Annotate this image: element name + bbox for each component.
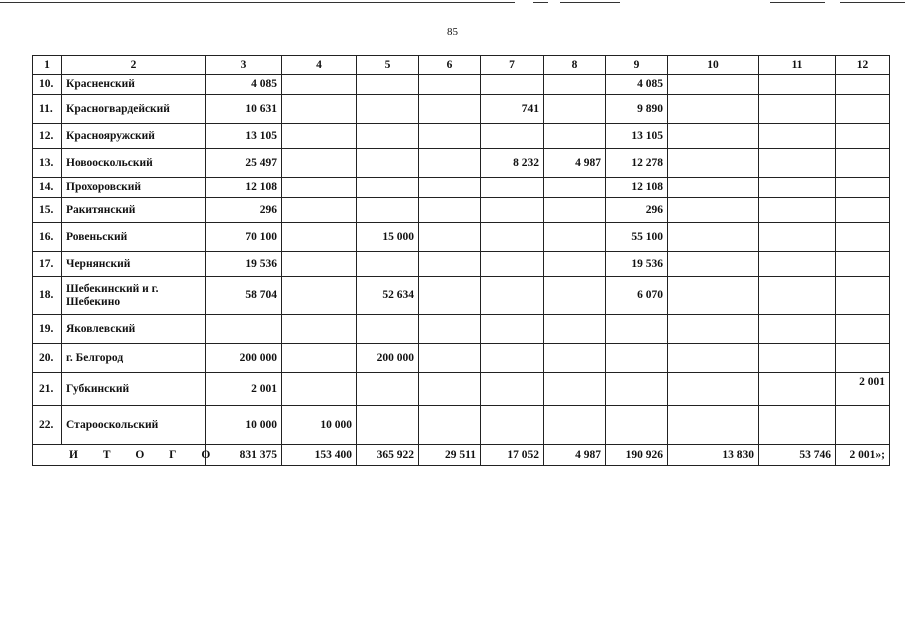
row-number: 14. [33, 178, 62, 198]
row-number: 16. [33, 223, 62, 252]
value-cell [282, 124, 357, 149]
value-cell [544, 178, 606, 198]
value-cell [419, 315, 481, 344]
value-cell: 4 085 [206, 75, 282, 95]
value-cell: 25 497 [206, 149, 282, 178]
value-cell [668, 149, 759, 178]
value-cell: 58 704 [206, 277, 282, 315]
table-header-row [33, 56, 890, 75]
value-cell [357, 95, 419, 124]
value-cell [668, 75, 759, 95]
table-row [33, 198, 890, 223]
value-cell [836, 95, 890, 124]
value-cell [759, 178, 836, 198]
table-row [33, 344, 890, 373]
value-cell [759, 373, 836, 406]
top-rule [770, 2, 825, 3]
value-cell [668, 223, 759, 252]
district-name: Шебекинский и г. Шебекино [62, 277, 206, 315]
value-cell: 200 000 [357, 344, 419, 373]
value-cell [282, 344, 357, 373]
value-cell [419, 198, 481, 223]
value-cell [419, 373, 481, 406]
value-cell: 10 000 [282, 406, 357, 445]
column-header: 10 [668, 56, 759, 75]
value-cell [357, 198, 419, 223]
value-cell: 19 536 [606, 252, 668, 277]
value-cell: 52 634 [357, 277, 419, 315]
table-row [33, 373, 890, 406]
value-cell: 6 070 [606, 277, 668, 315]
value-cell [544, 75, 606, 95]
value-cell [481, 373, 544, 406]
value-cell [759, 252, 836, 277]
row-number: 11. [33, 95, 62, 124]
table-row [33, 178, 890, 198]
value-cell [668, 178, 759, 198]
value-cell [357, 373, 419, 406]
value-cell [282, 178, 357, 198]
value-cell [206, 315, 282, 344]
value-cell [836, 252, 890, 277]
row-number: 22. [33, 406, 62, 445]
value-cell [282, 198, 357, 223]
value-cell [836, 178, 890, 198]
column-header: 4 [282, 56, 357, 75]
value-cell [836, 277, 890, 315]
table-row [33, 124, 890, 149]
value-cell [668, 252, 759, 277]
row-number: 17. [33, 252, 62, 277]
value-cell [544, 277, 606, 315]
value-cell [481, 252, 544, 277]
district-name: Ровеньский [62, 223, 206, 252]
value-cell [419, 149, 481, 178]
table-row [33, 149, 890, 178]
value-cell [668, 315, 759, 344]
value-cell [759, 277, 836, 315]
value-cell: 70 100 [206, 223, 282, 252]
row-number: 21. [33, 373, 62, 406]
value-cell [282, 252, 357, 277]
value-cell [282, 277, 357, 315]
page-number: 85 [447, 26, 458, 38]
value-cell [419, 178, 481, 198]
value-cell: 13 105 [606, 124, 668, 149]
value-cell [282, 223, 357, 252]
total-value-cell: 29 511 [419, 445, 481, 466]
value-cell [759, 198, 836, 223]
district-name: Краснояружский [62, 124, 206, 149]
value-cell [836, 75, 890, 95]
value-cell: 200 000 [206, 344, 282, 373]
total-value-cell: 831 375 [206, 445, 282, 466]
row-number: 20. [33, 344, 62, 373]
total-value-cell: 190 926 [606, 445, 668, 466]
district-name: Ракитянский [62, 198, 206, 223]
value-cell [357, 178, 419, 198]
column-header: 3 [206, 56, 282, 75]
value-cell [544, 198, 606, 223]
value-cell [357, 124, 419, 149]
value-cell [282, 95, 357, 124]
top-rule [560, 2, 620, 3]
value-cell [481, 315, 544, 344]
total-value-cell: 365 922 [357, 445, 419, 466]
value-cell [759, 75, 836, 95]
total-value-cell: 17 052 [481, 445, 544, 466]
value-cell: 8 232 [481, 149, 544, 178]
value-cell [357, 252, 419, 277]
value-cell: 741 [481, 95, 544, 124]
value-cell [759, 315, 836, 344]
value-cell [836, 149, 890, 178]
column-header: 1 [33, 56, 62, 75]
district-name: Новооскольский [62, 149, 206, 178]
value-cell [282, 373, 357, 406]
value-cell [419, 252, 481, 277]
value-cell [419, 344, 481, 373]
value-cell [481, 178, 544, 198]
row-number: 13. [33, 149, 62, 178]
row-number: 10. [33, 75, 62, 95]
value-cell [836, 198, 890, 223]
value-cell [836, 406, 890, 445]
row-number: 19. [33, 315, 62, 344]
column-header: 5 [357, 56, 419, 75]
top-rule [0, 2, 515, 3]
district-name: Прохоровский [62, 178, 206, 198]
district-name: Красненский [62, 75, 206, 95]
table-row [33, 95, 890, 124]
column-header: 2 [62, 56, 206, 75]
table-row [33, 277, 890, 315]
value-cell [282, 315, 357, 344]
value-cell: 10 631 [206, 95, 282, 124]
value-cell: 296 [206, 198, 282, 223]
value-cell [668, 373, 759, 406]
value-cell [481, 75, 544, 95]
column-header: 12 [836, 56, 890, 75]
value-cell [759, 406, 836, 445]
table-row [33, 252, 890, 277]
value-cell [606, 406, 668, 445]
value-cell [544, 223, 606, 252]
value-cell: 296 [606, 198, 668, 223]
top-rule [533, 2, 548, 3]
value-cell: 12 108 [206, 178, 282, 198]
value-cell: 12 278 [606, 149, 668, 178]
value-cell [759, 344, 836, 373]
district-name: Чернянский [62, 252, 206, 277]
value-cell: 2 001 [206, 373, 282, 406]
value-cell [836, 315, 890, 344]
value-cell [544, 252, 606, 277]
value-cell [419, 277, 481, 315]
value-cell: 4 987 [544, 149, 606, 178]
value-cell [481, 277, 544, 315]
value-cell [481, 198, 544, 223]
value-cell [357, 315, 419, 344]
value-cell [759, 95, 836, 124]
value-cell [481, 223, 544, 252]
row-number: 12. [33, 124, 62, 149]
value-cell [544, 95, 606, 124]
value-cell [419, 75, 481, 95]
value-cell [282, 75, 357, 95]
value-cell [759, 149, 836, 178]
total-value-cell: 153 400 [282, 445, 357, 466]
table-row [33, 75, 890, 95]
district-name: г. Белгород [62, 344, 206, 373]
table-row [33, 315, 890, 344]
value-cell [544, 344, 606, 373]
total-row [33, 445, 890, 466]
table-row [33, 223, 890, 252]
district-name: Яковлевский [62, 315, 206, 344]
district-name: Старооскольский [62, 406, 206, 445]
value-cell: 55 100 [606, 223, 668, 252]
value-cell [357, 406, 419, 445]
value-cell: 10 000 [206, 406, 282, 445]
total-value-cell: 13 830 [668, 445, 759, 466]
value-cell [836, 344, 890, 373]
value-cell [419, 406, 481, 445]
report-table [32, 55, 890, 466]
value-cell: 9 890 [606, 95, 668, 124]
value-cell [606, 315, 668, 344]
table-row [33, 406, 890, 445]
total-value-cell: 4 987 [544, 445, 606, 466]
value-cell: 2 001 [836, 373, 890, 406]
value-cell [544, 373, 606, 406]
value-cell: 13 105 [206, 124, 282, 149]
value-cell [668, 95, 759, 124]
total-value-cell: 2 001»; [836, 445, 890, 466]
column-header: 9 [606, 56, 668, 75]
value-cell [419, 124, 481, 149]
total-value-cell: 53 746 [759, 445, 836, 466]
value-cell [668, 198, 759, 223]
column-header: 6 [419, 56, 481, 75]
value-cell: 19 536 [206, 252, 282, 277]
district-name: Красногвардейский [62, 95, 206, 124]
value-cell [419, 223, 481, 252]
total-label: И Т О Г О [33, 445, 206, 466]
value-cell [357, 149, 419, 178]
value-cell [836, 223, 890, 252]
value-cell [759, 124, 836, 149]
value-cell [481, 124, 544, 149]
column-header: 8 [544, 56, 606, 75]
value-cell [836, 124, 890, 149]
value-cell [668, 277, 759, 315]
value-cell [481, 406, 544, 445]
value-cell [481, 344, 544, 373]
column-header: 7 [481, 56, 544, 75]
value-cell [606, 344, 668, 373]
row-number: 15. [33, 198, 62, 223]
value-cell [668, 406, 759, 445]
value-cell: 12 108 [606, 178, 668, 198]
value-cell [357, 75, 419, 95]
row-number: 18. [33, 277, 62, 315]
value-cell: 15 000 [357, 223, 419, 252]
value-cell [606, 373, 668, 406]
value-cell [544, 406, 606, 445]
district-name: Губкинский [62, 373, 206, 406]
value-cell: 4 085 [606, 75, 668, 95]
value-cell [419, 95, 481, 124]
value-cell [668, 124, 759, 149]
value-cell [759, 223, 836, 252]
value-cell [544, 315, 606, 344]
value-cell [544, 124, 606, 149]
column-header: 11 [759, 56, 836, 75]
value-cell [282, 149, 357, 178]
top-rule [840, 2, 905, 3]
value-cell [668, 344, 759, 373]
